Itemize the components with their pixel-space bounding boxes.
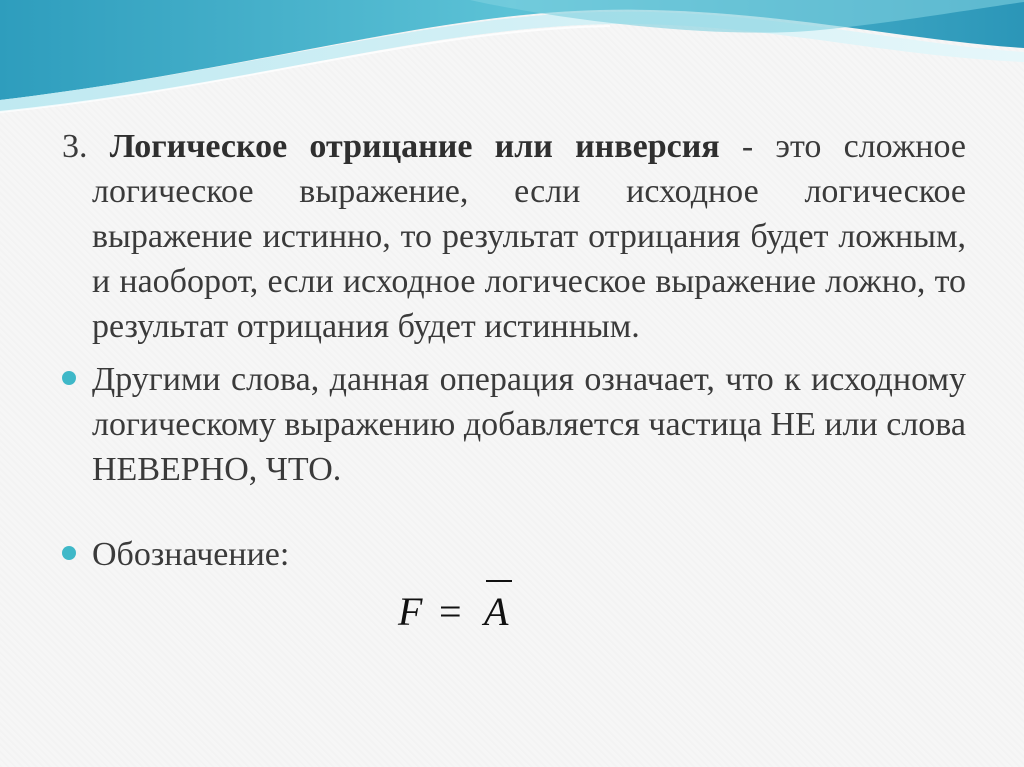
formula-lhs: F	[398, 589, 423, 634]
bullet-dot-icon	[62, 371, 76, 385]
paragraph-number: 3.	[62, 128, 88, 165]
bullet-dot-icon	[62, 546, 76, 560]
bullet-text: Другими слова, данная операция означает, что к исходному логическому выражению добавляется частица НЕ или слова НЕВЕРНО, ЧТО.	[92, 361, 966, 488]
bullet-item	[62, 357, 966, 492]
term-bold: Логическое отрицание или инверсия	[109, 128, 720, 165]
bullet-item-notation	[62, 532, 966, 592]
formula-rhs: A	[484, 589, 509, 634]
negation-overline	[486, 580, 512, 582]
slide-content	[62, 124, 966, 592]
header-waves-decoration	[0, 0, 1024, 120]
definition-paragraph	[62, 124, 966, 349]
definition-text: - это сложное логическое выражение, если исходное логическое выражение истинно, то результат отрицания будет ложным, и наоборот, если исходное логическое выражение ложно, то результат отрицания будет истинным.	[92, 128, 967, 345]
notation-label: Обозначение:	[92, 536, 290, 573]
formula-equals: =	[439, 589, 462, 634]
